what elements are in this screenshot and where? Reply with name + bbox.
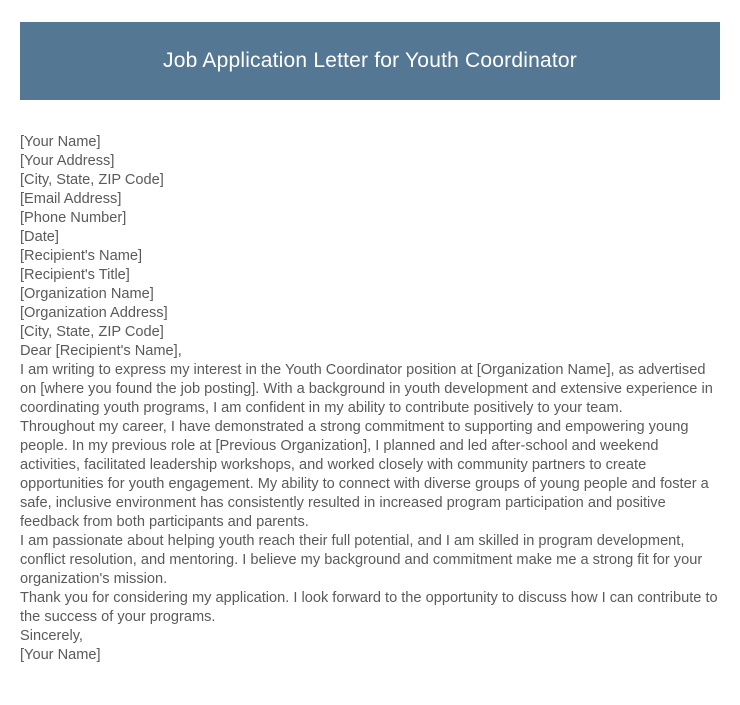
sender-address-block — [20, 133, 720, 247]
recipient-address-block — [20, 247, 720, 342]
recipient-line: [Organization Address] — [20, 305, 168, 321]
signature-line: [Your Name] — [20, 647, 101, 663]
sender-line: [Date] — [20, 229, 59, 245]
body-paragraph: I am writing to express my interest in the Youth Coordinator position at [Organization Name], as advertised on [where you found the job posting]. With a background in youth development and extensive experience in coordinating youth programs, I am confident in my ability to contribute positively to your team. — [20, 362, 713, 416]
body-paragraph: Thank you for considering my application. I look forward to the opportunity to discuss how I can contribute to the success of your programs. — [20, 590, 718, 625]
recipient-line: [City, State, ZIP Code] — [20, 324, 164, 340]
letter-header-banner — [20, 22, 720, 100]
sender-line: [Email Address] — [20, 191, 122, 207]
body-paragraph: Throughout my career, I have demonstrated a strong commitment to supporting and empowering young people. In my previous role at [Previous Organization], I planned and led after-school and weekend activities, facilitated leadership workshops, and worked closely with community partners to create opportunities for youth engagement. My ability to connect with diverse groups of young people and foster a safe, inclusive environment has consistently resulted in increased program participation and positive feedback from both participants and parents. — [20, 419, 709, 530]
sender-line: [Your Address] — [20, 153, 115, 169]
body-paragraph: I am passionate about helping youth reach their full potential, and I am skilled in program development, conflict resolution, and mentoring. I believe my background and commitment make me a strong fit for your organization's mission. — [20, 533, 703, 587]
recipient-line: [Recipient's Name] — [20, 248, 143, 264]
letter-body — [20, 133, 720, 665]
sender-line: [Phone Number] — [20, 210, 127, 226]
sender-line: [Your Name] — [20, 134, 101, 150]
page-title: Job Application Letter for Youth Coordinator — [163, 49, 577, 73]
recipient-line: [Recipient's Title] — [20, 267, 130, 283]
recipient-line: [Organization Name] — [20, 286, 154, 302]
salutation-line: Dear [Recipient's Name], — [20, 343, 182, 359]
sender-line: [City, State, ZIP Code] — [20, 172, 164, 188]
closing-line: Sincerely, — [20, 628, 83, 644]
